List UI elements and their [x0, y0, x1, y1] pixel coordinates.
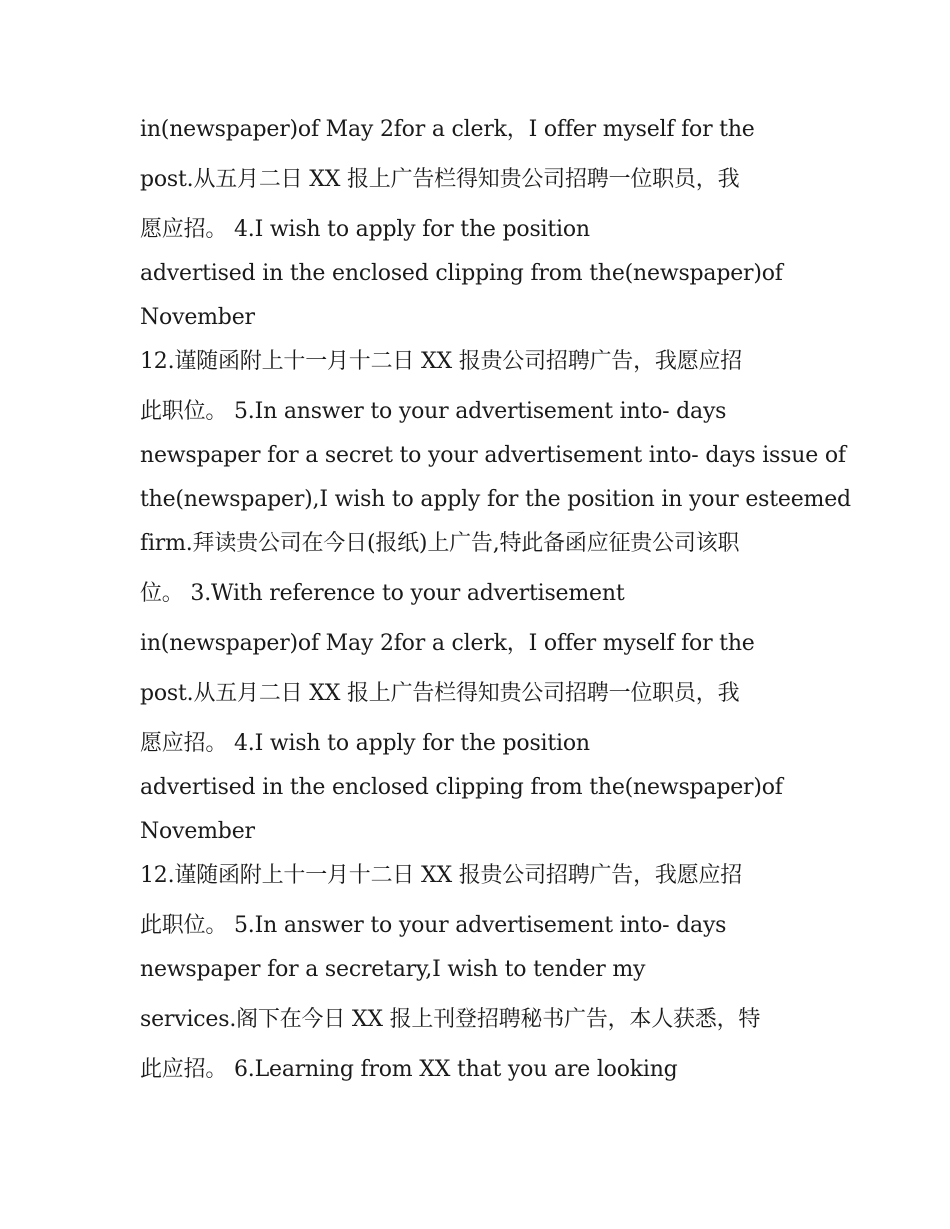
text-line: advertised in the enclosed clipping from the(newspaper)of [140, 775, 783, 800]
text-line: 此职位。 5.In answer to your advertisement into- days [140, 399, 727, 424]
text-line: firm.拜读贵公司在今日(报纸)上广告,特此备函应征贵公司该职 [140, 531, 740, 556]
text-line: 12.谨随函附上十一月十二日 XX 报贵公司招聘广告，我愿应招 [140, 349, 743, 374]
text-line: 位。 3.With reference to your advertisement [140, 581, 625, 606]
text-line: November [140, 305, 255, 330]
text-line: 12.谨随函附上十一月十二日 XX 报贵公司招聘广告，我愿应招 [140, 863, 743, 888]
text-line: newspaper for a secretary,I wish to tender my [140, 957, 646, 982]
text-line: 愿应招。 4.I wish to apply for the position [140, 731, 590, 756]
text-line: post.从五月二日 XX 报上广告栏得知贵公司招聘一位职员，我 [140, 681, 740, 706]
text-line: in(newspaper)of May 2for a clerk，I offer myself for the [140, 631, 755, 656]
text-line: newspaper for a secret to your advertisement into- days issue of [140, 443, 846, 468]
text-line: 此应招。 6.Learning from XX that you are looking [140, 1057, 678, 1082]
document-body [140, 108, 851, 1092]
text-line: post.从五月二日 XX 报上广告栏得知贵公司招聘一位职员，我 [140, 167, 740, 192]
text-line: November [140, 819, 255, 844]
text-line: the(newspaper),I wish to apply for the position in your esteemed [140, 487, 851, 512]
text-line: 此职位。 5.In answer to your advertisement into- days [140, 913, 727, 938]
text-line: advertised in the enclosed clipping from the(newspaper)of [140, 261, 783, 286]
text-line: in(newspaper)of May 2for a clerk，I offer myself for the [140, 117, 755, 142]
text-line: services.阁下在今日 XX 报上刊登招聘秘书广告，本人获悉，特 [140, 1007, 761, 1032]
text-line: 愿应招。 4.I wish to apply for the position [140, 217, 590, 242]
